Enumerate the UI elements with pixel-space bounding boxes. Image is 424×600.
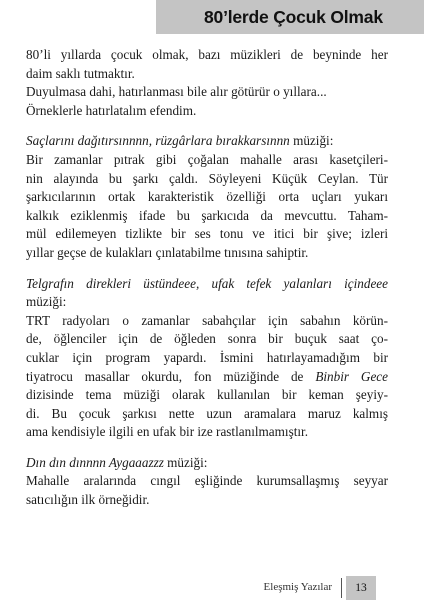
- text-line: Mahalle aralarında cıngıl eşliğinde kurumsallaşmış seyyar: [26, 473, 388, 489]
- chapter-header-bar: [156, 0, 424, 34]
- text-line: 80’li yıllarda çocuk olmak, bazı müzikleri de beyninde her: [26, 47, 388, 62]
- text-line: satıcılığın ilk örneğidir.: [26, 492, 150, 508]
- text-line: dizisinde tema müziği olarak kullanılan bir keman şeyiy-: [26, 387, 388, 403]
- text-line: cuklar için program yapardı. İsmini hatırlayamadığım bir: [26, 349, 388, 365]
- song3-suffix: müziği:: [163, 454, 208, 470]
- text-line: Bir zamanlar pıtrak gibi çoğalan mahalle arası kasetçileri-: [26, 151, 388, 167]
- text-line: [26, 368, 388, 387]
- text-line: mül edilemeyen tizlikte bir ses tonu ve itici bir şive; izleri: [26, 226, 388, 242]
- text-line: şarkıcılarının ortak karakteristik özelliği orta uçları yukarı: [26, 189, 388, 205]
- footer-divider: [341, 578, 342, 598]
- intro-paragraph: [26, 46, 388, 120]
- text-line: ama kendisiyle ilgili en ufak bir ize rastlanılmamıştır.: [26, 424, 308, 440]
- song2-paragraph: [26, 275, 388, 442]
- series-title: Binbir Gece: [315, 368, 389, 384]
- text-line: kalkık eziklenmiş ifade bu şarkıcıda da mevcuttu. Taham-: [26, 207, 388, 223]
- chapter-title: 80’lerde Çocuk Olmak: [204, 6, 383, 27]
- text-line: yıllar geçse de kulakları çınlatabilme tınısına sahiptir.: [26, 244, 309, 260]
- text-line: de, öğlenciler için de öğleden sonra bir buçuk saat ço-: [26, 331, 388, 347]
- text-line: nin alayında bu şarkı çaldı. Söyleyeni Küçük Ceylan. Tür: [26, 170, 388, 186]
- song3-heading: [26, 454, 388, 473]
- page-number: 13: [346, 576, 376, 600]
- song3-paragraph: [26, 454, 388, 510]
- text-fragment: tiyatrocu masallar okurdu, fon müziğinde de: [26, 368, 316, 384]
- song3-title: Dın dın dınnnn Aygaaazzz: [26, 454, 164, 470]
- song2-title: Telgrafın direkleri üstündeee, ufak tefek yalanları içindeee: [26, 275, 388, 291]
- text-line: Duyulmasa dahi, hatırlanması bile alır götürür o yıllara...: [26, 84, 327, 100]
- song1-heading: [26, 132, 388, 151]
- song1-title: Saçlarını dağıtırsınnnn, rüzgârlara bırakkarsınnn: [26, 133, 290, 149]
- song2-suffix: müziği:: [26, 294, 67, 310]
- book-title: Eleşmiş Yazılar: [263, 581, 332, 593]
- song1-suffix: müziği:: [289, 133, 334, 149]
- text-line: Örneklerle hatırlatalım efendim.: [26, 102, 197, 118]
- song1-paragraph: [26, 132, 388, 262]
- text-line: TRT radyoları o zamanlar sabahçılar için sabahın körün-: [26, 312, 388, 328]
- text-line: di. Bu çocuk şarkısı nette uzun aramalara maruz kalmış: [26, 405, 388, 421]
- page-footer: [0, 576, 424, 600]
- text-line: daim saklı tutmaktır.: [26, 65, 135, 81]
- page-body: [26, 46, 388, 522]
